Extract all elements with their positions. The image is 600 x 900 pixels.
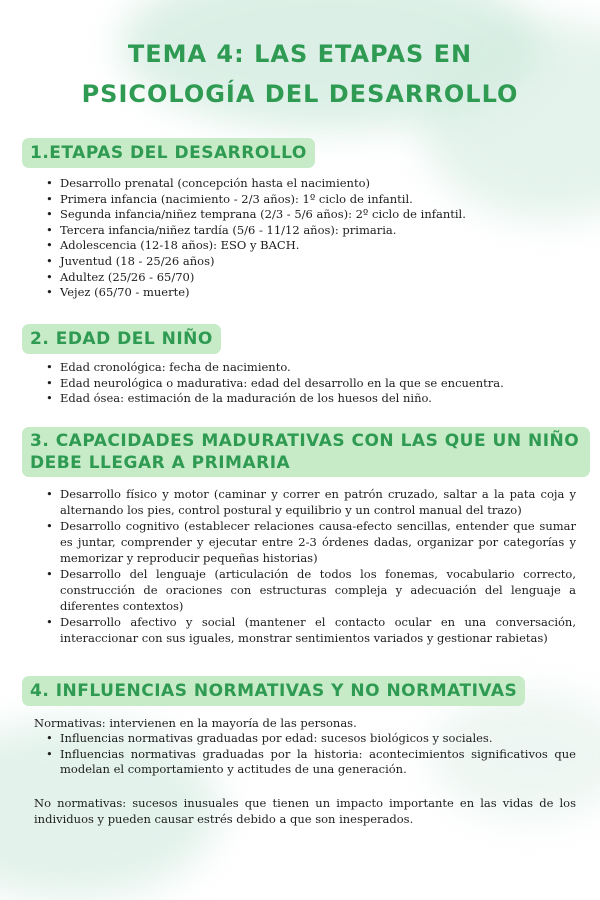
no-normativas-paragraph: No normativas: sucesos inusuales que tienen un impacto importante en las vidas de los individuos y pueden causar estrés debido a que son inesperados. bbox=[34, 796, 576, 826]
list-item: • Desarrollo cognitivo (establecer relaciones causa-efecto sencillas, entender que sumar es juntar, comprender y ejecutar entre 2-3 órdenes dadas, organizar por categorías y memorizar y reproducir pequeñas historias) bbox=[36, 518, 576, 566]
list-item: • Desarrollo prenatal (concepción hasta el nacimiento) bbox=[36, 176, 466, 192]
list-item: • Tercera infancia/niñez tardía (5/6 - 11/12 años): primaria. bbox=[36, 223, 466, 239]
capacidades-list bbox=[36, 486, 576, 646]
list-item: • Edad ósea: estimación de la maduración de los huesos del niño. bbox=[36, 391, 504, 407]
list-item: • Adolescencia (12-18 años): ESO y BACH. bbox=[36, 238, 466, 254]
edad-list bbox=[36, 360, 504, 407]
section-heading-edad: 2. EDAD DEL NIÑO bbox=[22, 324, 221, 354]
list-item: • Edad cronológica: fecha de nacimiento. bbox=[36, 360, 504, 376]
list-item: • Segunda infancia/niñez temprana (2/3 - 5/6 años): 2º ciclo de infantil. bbox=[36, 207, 466, 223]
etapas-list bbox=[36, 176, 466, 301]
normativas-paragraph: Normativas: intervienen en la mayoría de las personas. bbox=[34, 716, 357, 730]
list-item: • Influencias normativas graduadas por la historia: acontecimientos significativos que modelan el comportamiento y actitudes de una generación. bbox=[36, 747, 576, 778]
list-item: • Desarrollo físico y motor (caminar y correr en patrón cruzado, saltar a la pata coja y alternando los pies, control postural y equilibrio y un control manual del trazo) bbox=[36, 486, 576, 518]
section-heading-capacidades: 3. CAPACIDADES MADURATIVAS CON LAS QUE UN NIÑO DEBE LLEGAR A PRIMARIA bbox=[22, 427, 590, 477]
page-title: TEMA 4: LAS ETAPAS EN PSICOLOGÍA DEL DESARROLLO bbox=[81, 40, 519, 108]
list-item: • Adultez (25/26 - 65/70) bbox=[36, 270, 466, 286]
list-item: • Desarrollo afectivo y social (mantener el contacto ocular en una conversación, interaccionar con sus iguales, monstrar sentimientos variados y gestionar rabietas) bbox=[36, 614, 576, 646]
list-item: • Edad neurológica o madurativa: edad del desarrollo en la que se encuentra. bbox=[36, 376, 504, 392]
list-item: • Vejez (65/70 - muerte) bbox=[36, 285, 466, 301]
list-item: • Desarrollo del lenguaje (articulación de todos los fonemas, vocabulario correcto, construcción de oraciones con estructuras compleja y adecuación del lenguaje a diferentes contextos) bbox=[36, 566, 576, 614]
influencias-list bbox=[36, 731, 576, 778]
section-heading-influencias: 4. INFLUENCIAS NORMATIVAS Y NO NORMATIVAS bbox=[22, 676, 525, 706]
list-item: • Juventud (18 - 25/26 años) bbox=[36, 254, 466, 270]
list-item: • Primera infancia (nacimiento - 2/3 años): 1º ciclo de infantil. bbox=[36, 192, 466, 208]
list-item: • Influencias normativas graduadas por edad: sucesos biológicos y sociales. bbox=[36, 731, 576, 747]
section-heading-etapas: 1.ETAPAS DEL DESARROLLO bbox=[22, 138, 315, 168]
